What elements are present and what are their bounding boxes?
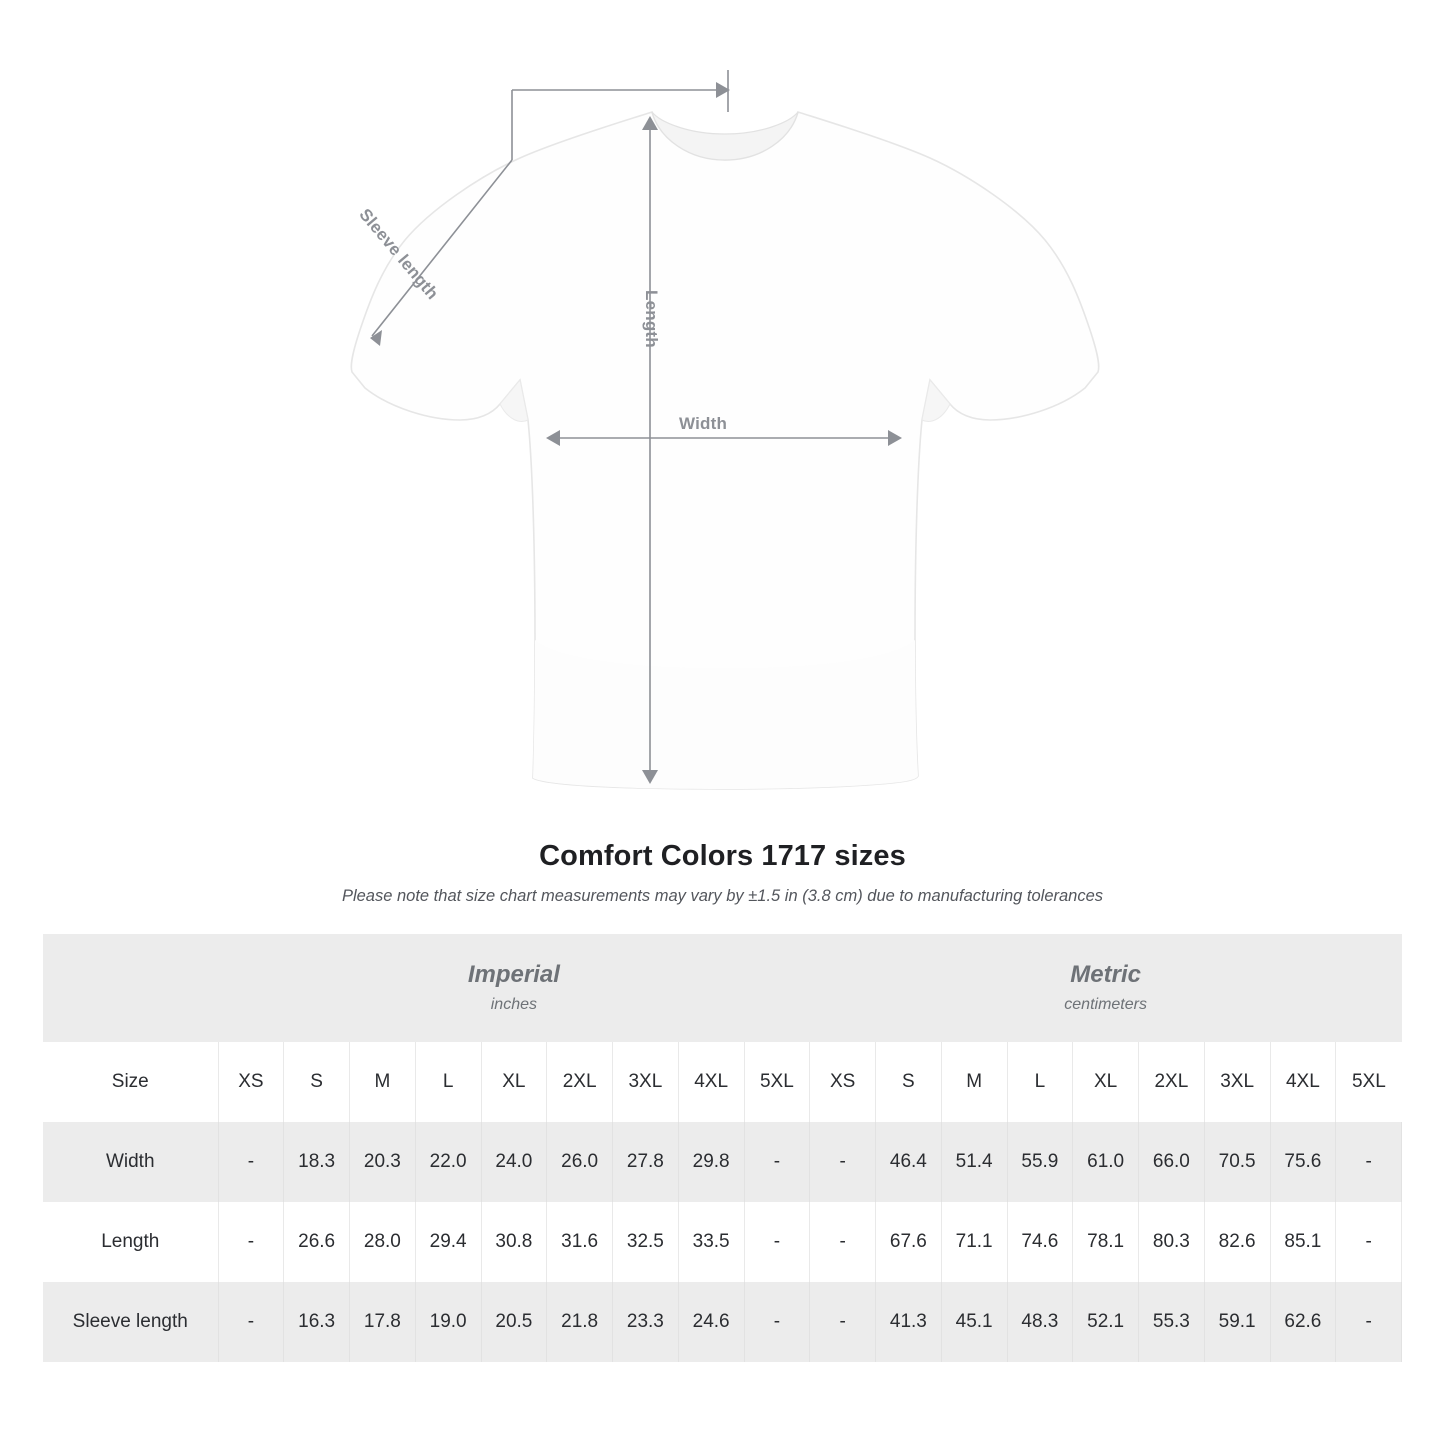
size-header-metric-s: S [876, 1042, 942, 1122]
unit-header-imperial [218, 934, 810, 1042]
size-header-imperial-xl: XL [481, 1042, 547, 1122]
cell-width-metric-2xl: 66.0 [1139, 1122, 1205, 1202]
size-header-metric-xs: XS [810, 1042, 876, 1122]
size-header-label: Size [43, 1042, 218, 1122]
cell-length-imperial-5xl: - [744, 1202, 810, 1282]
cell-sleeve-metric-m: 45.1 [941, 1282, 1007, 1362]
cell-length-imperial-l: 29.4 [415, 1202, 481, 1282]
cell-sleeve-metric-3xl: 59.1 [1204, 1282, 1270, 1362]
size-header-metric-5xl: 5XL [1336, 1042, 1402, 1122]
cell-sleeve-metric-2xl: 55.3 [1139, 1282, 1205, 1362]
cell-length-imperial-2xl: 31.6 [547, 1202, 613, 1282]
cell-width-metric-3xl: 70.5 [1204, 1122, 1270, 1202]
cell-width-metric-5xl: - [1336, 1122, 1402, 1202]
size-table-body [43, 934, 1402, 1362]
cell-sleeve-imperial-5xl: - [744, 1282, 810, 1362]
size-header-metric-2xl: 2XL [1139, 1042, 1205, 1122]
unit-header-row [43, 934, 1402, 1042]
cell-length-metric-s: 67.6 [876, 1202, 942, 1282]
cell-sleeve-metric-4xl: 62.6 [1270, 1282, 1336, 1362]
cell-width-metric-4xl: 75.6 [1270, 1122, 1336, 1202]
cell-width-imperial-xl: 24.0 [481, 1122, 547, 1202]
cell-length-metric-m: 71.1 [941, 1202, 1007, 1282]
cell-width-imperial-3xl: 27.8 [613, 1122, 679, 1202]
size-table-wrapper [43, 934, 1402, 1362]
size-header-imperial-m: M [350, 1042, 416, 1122]
table-row [43, 1282, 1402, 1362]
cell-sleeve-metric-5xl: - [1336, 1282, 1402, 1362]
cell-length-metric-l: 74.6 [1007, 1202, 1073, 1282]
cell-sleeve-metric-l: 48.3 [1007, 1282, 1073, 1362]
table-row [43, 1202, 1402, 1282]
size-table [43, 934, 1402, 1362]
size-header-imperial-s: S [284, 1042, 350, 1122]
cell-width-metric-m: 51.4 [941, 1122, 1007, 1202]
size-header-imperial-l: L [415, 1042, 481, 1122]
title-block [0, 840, 1445, 906]
cell-width-imperial-m: 20.3 [350, 1122, 416, 1202]
size-header-imperial-5xl: 5XL [744, 1042, 810, 1122]
cell-sleeve-imperial-m: 17.8 [350, 1282, 416, 1362]
cell-sleeve-imperial-3xl: 23.3 [613, 1282, 679, 1362]
row-label-sleeve-length: Sleeve length [43, 1282, 218, 1362]
size-header-imperial-3xl: 3XL [613, 1042, 679, 1122]
cell-length-metric-3xl: 82.6 [1204, 1202, 1270, 1282]
row-label-length: Length [43, 1202, 218, 1282]
cell-width-metric-xs: - [810, 1122, 876, 1202]
cell-sleeve-imperial-l: 19.0 [415, 1282, 481, 1362]
size-header-imperial-xs: XS [218, 1042, 284, 1122]
size-header-metric-l: L [1007, 1042, 1073, 1122]
cell-length-imperial-4xl: 33.5 [678, 1202, 744, 1282]
cell-width-imperial-l: 22.0 [415, 1122, 481, 1202]
cell-sleeve-imperial-xl: 20.5 [481, 1282, 547, 1362]
cell-sleeve-imperial-2xl: 21.8 [547, 1282, 613, 1362]
cell-sleeve-metric-s: 41.3 [876, 1282, 942, 1362]
cell-length-imperial-3xl: 32.5 [613, 1202, 679, 1282]
unit-sub-metric: centimeters [1064, 996, 1147, 1014]
cell-length-metric-2xl: 80.3 [1139, 1202, 1205, 1282]
cell-sleeve-imperial-xs: - [218, 1282, 284, 1362]
tolerance-note: Please note that size chart measurements may vary by ±1.5 in (3.8 cm) due to manufacturing tolerances [341, 887, 1104, 905]
cell-width-imperial-2xl: 26.0 [547, 1122, 613, 1202]
cell-length-imperial-m: 28.0 [350, 1202, 416, 1282]
cell-width-metric-l: 55.9 [1007, 1122, 1073, 1202]
cell-length-imperial-xs: - [218, 1202, 284, 1282]
size-header-imperial-2xl: 2XL [547, 1042, 613, 1122]
cell-width-metric-s: 46.4 [876, 1122, 942, 1202]
cell-length-imperial-xl: 30.8 [481, 1202, 547, 1282]
cell-width-imperial-xs: - [218, 1122, 284, 1202]
label-width: Width [679, 414, 728, 433]
page-title: Comfort Colors 1717 sizes [539, 840, 906, 872]
unit-header-metric [810, 934, 1402, 1042]
unit-sub-imperial: inches [490, 996, 537, 1014]
cell-sleeve-metric-xl: 52.1 [1073, 1282, 1139, 1362]
label-sleeve-length: Sleeve length [355, 205, 443, 304]
size-header-metric-4xl: 4XL [1270, 1042, 1336, 1122]
cell-sleeve-imperial-4xl: 24.6 [678, 1282, 744, 1362]
unit-header-spacer [43, 934, 218, 1042]
cell-length-metric-5xl: - [1336, 1202, 1402, 1282]
size-header-row [43, 1042, 1402, 1122]
tshirt-shape [351, 112, 1098, 789]
size-header-metric-xl: XL [1073, 1042, 1139, 1122]
row-label-width: Width [43, 1122, 218, 1202]
label-length: Length [642, 290, 661, 348]
cell-width-metric-xl: 61.0 [1073, 1122, 1139, 1202]
cell-width-imperial-5xl: - [744, 1122, 810, 1202]
cell-sleeve-imperial-s: 16.3 [284, 1282, 350, 1362]
cell-sleeve-metric-xs: - [810, 1282, 876, 1362]
unit-name-metric: Metric [1070, 960, 1141, 988]
cell-width-imperial-4xl: 29.8 [678, 1122, 744, 1202]
table-row [43, 1122, 1402, 1202]
cell-length-metric-xs: - [810, 1202, 876, 1282]
cell-length-metric-4xl: 85.1 [1270, 1202, 1336, 1282]
size-header-imperial-4xl: 4XL [678, 1042, 744, 1122]
size-header-metric-m: M [941, 1042, 1007, 1122]
unit-name-imperial: Imperial [467, 960, 560, 988]
cell-width-imperial-s: 18.3 [284, 1122, 350, 1202]
cell-length-imperial-s: 26.6 [284, 1202, 350, 1282]
size-header-metric-3xl: 3XL [1204, 1042, 1270, 1122]
cell-length-metric-xl: 78.1 [1073, 1202, 1139, 1282]
